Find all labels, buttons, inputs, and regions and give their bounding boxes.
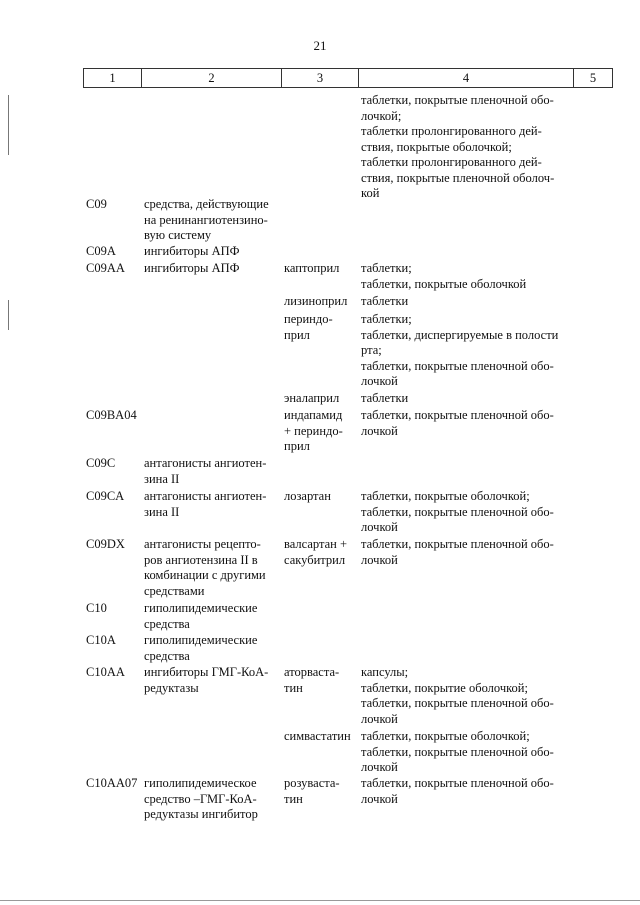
row-6-dosage-form: таблетки [361, 391, 409, 405]
row-2-group-name: ингибиторы АПФ [144, 244, 240, 258]
row-3-drug-name: каптоприл [284, 261, 340, 275]
row-4-drug-name: лизиноприл [284, 294, 348, 308]
row-5-drug-name: периндо- прил [284, 312, 333, 342]
header-col-1: 1 [84, 69, 142, 87]
header-col-4: 4 [359, 69, 574, 87]
row-7-atc-code: C09BA04 [86, 408, 137, 422]
row-12-atc-code: C10A [86, 633, 116, 647]
row-8-group-name: антагонисты ангиотен- зина II [144, 456, 267, 486]
row-0-dosage-form: таблетки, покрытые пленочной обо- лочкой; таблетки пролонгированного дей- ствия, покрытые оболочкой; таблетки пролонгированного дей- ствия, покрытые пленочной оболоч- кой [361, 93, 555, 200]
row-3-dosage-form: таблетки; таблетки, покрытые оболочкой [361, 261, 527, 291]
row-7-dosage-form: таблетки, покрытые пленочной обо- лочкой [361, 408, 554, 438]
row-5-dosage-form: таблетки; таблетки, диспергируемые в полости рта; таблетки, покрытые пленочной обо- лочкой [361, 312, 559, 388]
row-13-group-name: ингибиторы ГМГ-КоА- редуктазы [144, 665, 269, 695]
row-1-group-name: средства, действующие на ренинангиотензино- вую систему [144, 197, 269, 242]
row-9-atc-code: C09CA [86, 489, 125, 503]
row-13-drug-name: аторваста- тин [284, 665, 340, 695]
scan-mark [8, 95, 9, 155]
header-col-3: 3 [282, 69, 359, 87]
row-4-dosage-form: таблетки [361, 294, 409, 308]
row-3-group-name: ингибиторы АПФ [144, 261, 240, 275]
row-14-dosage-form: таблетки, покрытые оболочкой; таблетки, покрытые пленочной обо- лочкой [361, 729, 554, 774]
row-13-atc-code: C10AA [86, 665, 125, 679]
row-11-group-name: гиполипидемические средства [144, 601, 258, 631]
row-11-atc-code: C10 [86, 601, 107, 615]
header-col-2: 2 [142, 69, 282, 87]
row-2-atc-code: C09A [86, 244, 116, 258]
row-15-dosage-form: таблетки, покрытые пленочной обо- лочкой [361, 776, 554, 806]
page-number: 21 [313, 38, 327, 53]
row-6-drug-name: эналаприл [284, 391, 340, 405]
row-10-drug-name: валсартан + сакубитрил [284, 537, 347, 567]
row-15-atc-code: C10AA07 [86, 776, 138, 790]
row-10-dosage-form: таблетки, покрытые пленочной обо- лочкой [361, 537, 554, 567]
row-9-group-name: антагонисты ангиотен- зина II [144, 489, 267, 519]
row-10-atc-code: C09DX [86, 537, 125, 551]
row-10-group-name: антагонисты рецепто- ров ангиотензина II в комбинации с другими средствами [144, 537, 266, 598]
scan-mark [8, 300, 9, 330]
row-13-dosage-form: капсулы; таблетки, покрытие оболочкой; таблетки, покрытые пленочной обо- лочкой [361, 665, 554, 726]
row-15-drug-name: розуваста- тин [284, 776, 340, 806]
row-15-group-name: гиполипидемическое средство –ГМГ-КоА- редуктазы ингибитор [144, 776, 258, 821]
scan-mark [0, 900, 640, 901]
table-header [83, 68, 613, 88]
header-col-5: 5 [589, 71, 597, 85]
row-9-dosage-form: таблетки, покрытые оболочкой; таблетки, покрытые пленочной обо- лочкой [361, 489, 554, 534]
row-7-drug-name: индапамид + периндо- прил [284, 408, 343, 453]
row-8-atc-code: C09C [86, 456, 116, 470]
row-14-drug-name: симвастатин [284, 729, 351, 743]
row-9-drug-name: лозартан [284, 489, 331, 503]
row-12-group-name: гиполипидемические средства [144, 633, 258, 663]
row-3-atc-code: C09AA [86, 261, 125, 275]
row-1-atc-code: C09 [86, 197, 107, 211]
